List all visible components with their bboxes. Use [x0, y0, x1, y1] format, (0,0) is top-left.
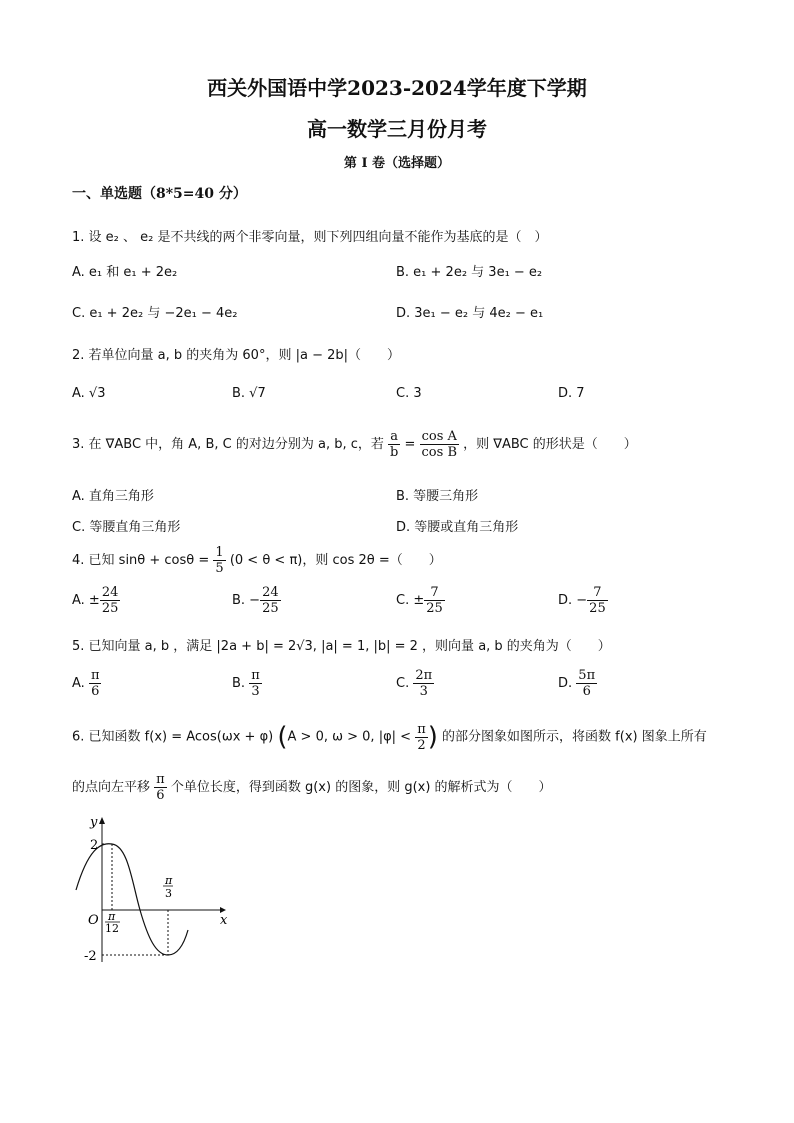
q5-option-b-den: 3	[251, 684, 260, 699]
q4-option-c-label: C. ±	[396, 593, 425, 608]
q4-option-c	[396, 584, 445, 618]
question-3-stem	[72, 428, 637, 462]
q4-option-d-label: D. −	[558, 593, 588, 608]
q6-cond-pre: A > 0, ω > 0, |φ| <	[287, 729, 412, 745]
question-6-line2	[72, 771, 552, 805]
question-5-stem: 5. 已知向量 a, b ，满足 |2a + b| = 2√3, |a| = 1, |b| = 2 ，则向量 a, b 的夹角为（ ）	[72, 639, 611, 654]
q1-option-b: B. e₁ + 2e₂ 与 3e₁ − e₂	[396, 265, 543, 280]
y-axis-label: y	[90, 815, 98, 830]
origin-label: O	[88, 913, 99, 928]
y-axis-arrow-icon	[99, 817, 105, 824]
q5-option-a	[72, 667, 101, 701]
q5-option-d-frac	[576, 668, 597, 699]
q3-stem-post: ，则 ∇ABC 的形状是（ ）	[463, 437, 637, 452]
q3-frac-right-num: cos A	[420, 429, 459, 445]
question-2-stem: 2. 若单位向量 a, b 的夹角为 60°，则 |a − 2b|（ ）	[72, 348, 400, 363]
q3-eq: =	[404, 437, 416, 452]
q6-cond-frac	[415, 722, 428, 753]
y-max-label: 2	[90, 838, 99, 853]
q2-option-d: D. 7	[558, 386, 585, 401]
q4-option-c-num: 7	[424, 585, 445, 601]
q4-option-d-frac	[587, 585, 608, 616]
q4-option-c-den: 25	[426, 601, 443, 616]
q4-option-a	[72, 584, 120, 618]
q4-option-a-num: 24	[101, 585, 119, 600]
q4-stem-pre: 4. 已知 sinθ + cosθ =	[72, 553, 210, 568]
cosine-graph	[70, 812, 230, 972]
q6-cond-den: 2	[417, 737, 426, 753]
q3-option-c: C. 等腰直角三角形	[72, 520, 181, 535]
q2-option-a: A. √3	[72, 386, 106, 401]
q5-option-b-label: B.	[232, 676, 246, 691]
q6-stem-post: 的部分图象如图所示，将函数 f(x) 图象上所有	[442, 729, 707, 745]
q5-option-c-label: C.	[396, 676, 410, 691]
q5-option-b-num: π	[251, 668, 260, 683]
q5-option-d-num: 5π	[578, 668, 596, 683]
q4-frac-num: 1	[215, 545, 224, 560]
exam-subtitle: 高一数学三月份月考	[307, 117, 487, 141]
q6-cond-num: π	[417, 721, 426, 737]
q4-option-b-den: 25	[262, 601, 279, 616]
q3-frac-left	[388, 429, 400, 460]
question-6-stem	[72, 717, 707, 758]
volume-label: 第 I 卷（选择题）	[343, 156, 451, 171]
q5-option-a-frac	[89, 668, 102, 699]
q6-line2-pre: 的点向左平移	[72, 780, 151, 795]
q5-option-c-den: 3	[419, 684, 428, 699]
q4-frac	[213, 545, 225, 576]
q4-option-d	[558, 584, 608, 618]
tick1-num: π	[108, 910, 116, 923]
tick1-den: 12	[105, 922, 119, 935]
q4-option-a-frac	[100, 585, 121, 616]
q2-option-c: C. 3	[396, 386, 422, 401]
q4-option-a-label: A. ±	[72, 593, 100, 608]
q1-option-a: A. e₁ 和 e₁ + 2e₂	[72, 265, 178, 280]
q4-option-a-den: 25	[101, 601, 119, 616]
q5-option-d	[558, 667, 597, 701]
q6-paren-open: (	[277, 722, 288, 752]
q4-option-d-den: 25	[589, 601, 606, 616]
q3-option-a: A. 直角三角形	[72, 489, 154, 504]
q5-option-b	[232, 667, 262, 701]
q6-line2-frac	[154, 772, 167, 803]
q4-option-b-num: 24	[262, 585, 279, 600]
q6-line2-num: π	[156, 772, 165, 787]
q1-option-c: C. e₁ + 2e₂ 与 −2e₁ − 4e₂	[72, 306, 238, 321]
q4-option-b-label: B. −	[232, 593, 261, 608]
question-1-stem: 1. 设 e₂ 、 e₂ 是不共线的两个非零向量，则下列四组向量不能作为基底的是（ ）	[72, 230, 548, 245]
q4-option-b-frac	[260, 585, 281, 616]
q3-option-b: B. 等腰三角形	[396, 489, 479, 504]
q3-frac-left-num: a	[388, 429, 400, 445]
q4-option-d-num: 7	[587, 585, 608, 601]
section-heading: 一、单选题（8*5=40 分）	[72, 186, 247, 202]
question-4-stem	[72, 544, 442, 578]
q3-frac-right-den: cos B	[421, 445, 457, 460]
q5-option-b-frac	[249, 668, 262, 699]
q3-option-d: D. 等腰或直角三角形	[396, 520, 519, 535]
q5-option-c	[396, 667, 434, 701]
q1-option-d: D. 3e₁ − e₂ 与 4e₂ − e₁	[396, 306, 544, 321]
exam-title: 西关外国语中学2023-2024学年度下学期	[207, 76, 587, 100]
q4-frac-den: 5	[215, 561, 224, 576]
q5-option-a-num: π	[90, 668, 100, 683]
q4-option-c-frac	[424, 585, 445, 616]
q6-line2-post: 个单位长度，得到函数 g(x) 的图象，则 g(x) 的解析式为（ ）	[170, 780, 552, 795]
x-axis-label: x	[220, 913, 228, 928]
q5-option-a-den: 6	[91, 684, 100, 699]
q2-option-b: B. √7	[232, 386, 266, 401]
q5-option-c-frac	[413, 668, 434, 699]
q4-option-b	[232, 584, 281, 618]
q6-line2-den: 6	[156, 788, 165, 803]
tick2-num: π	[165, 874, 173, 887]
y-min-label: -2	[84, 949, 97, 964]
q5-option-c-num: 2π	[415, 668, 433, 683]
tick2-den: 3	[165, 887, 172, 900]
q4-stem-post: (0 < θ < π)，则 cos 2θ =（ ）	[229, 553, 442, 568]
q5-option-d-label: D.	[558, 676, 573, 691]
q3-frac-left-den: b	[390, 445, 399, 460]
q5-option-d-den: 6	[582, 684, 591, 699]
q6-stem-pre: 6. 已知函数 f(x) = Acos(ωx + φ)	[72, 729, 274, 745]
q3-stem-pre: 3. 在 ∇ABC 中，角 A, B, C 的对边分别为 a, b, c，若	[72, 437, 384, 452]
q6-paren-close: )	[427, 722, 438, 752]
q5-option-a-label: A.	[72, 676, 85, 691]
q3-frac-right	[420, 429, 459, 460]
